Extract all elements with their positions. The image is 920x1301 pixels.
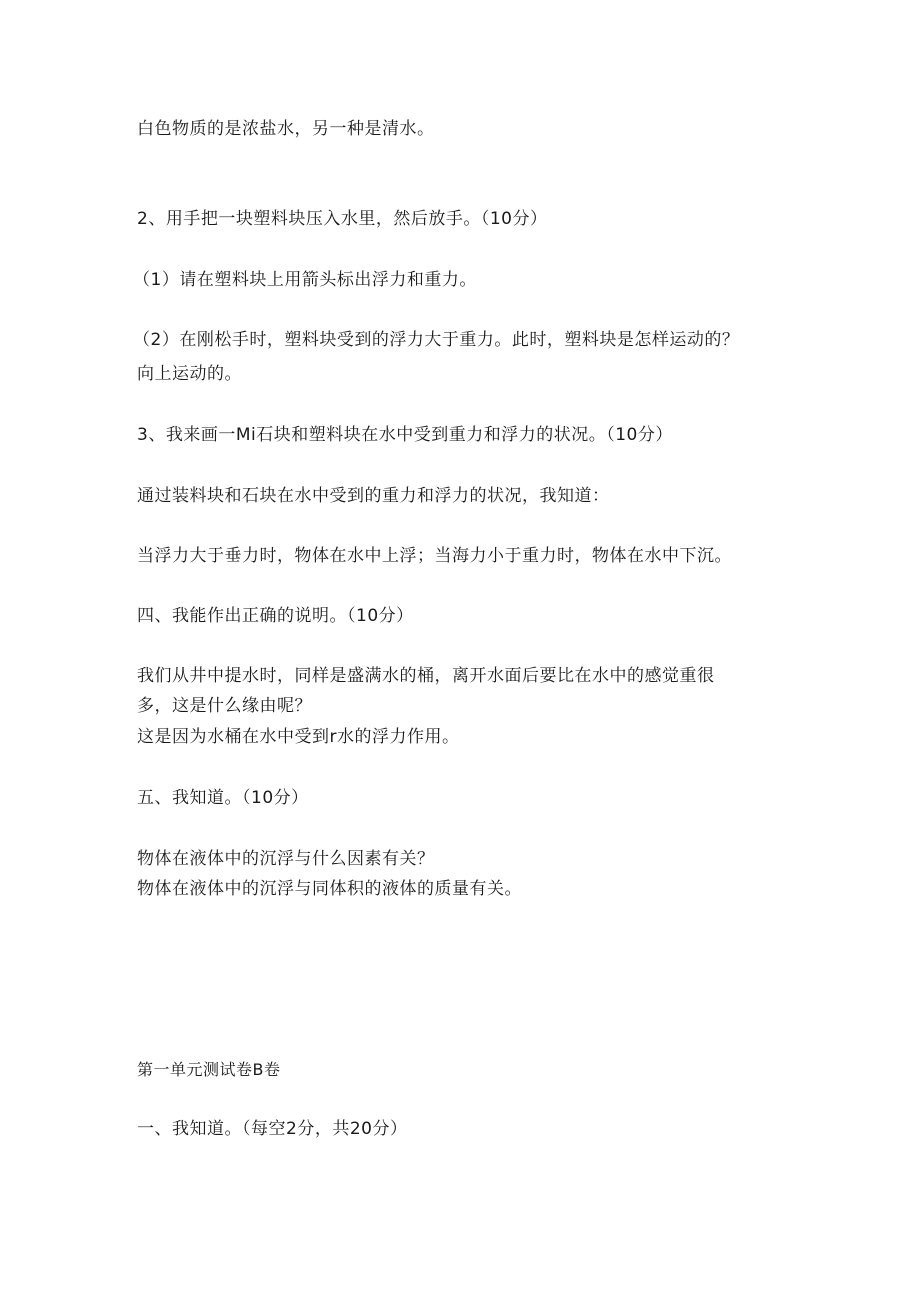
question-3-answer: 当浮力大于垂力时，物体在水中上浮；当海力小于重力时，物体在水中下沉。 xyxy=(137,546,732,566)
text-line-1: 白色物质的是浓盐水，另一种是清水。 xyxy=(137,119,435,139)
section-5-heading: 五、我知道。（10分） xyxy=(137,788,309,808)
question-2-part-1: （1）请在塑料块上用箭头标出浮力和重力。 xyxy=(133,270,477,290)
section-5-question: 物体在液体中的沉浮与什么因素有关？ xyxy=(137,849,435,869)
part-1-heading: 一、我知道。（每空2分，共20分） xyxy=(137,1119,408,1139)
question-2-heading: 2、用手把一块塑料块压入水里，然后放手。（10分） xyxy=(137,209,548,229)
question-2-part-2: （2）在刚松手时，塑料块受到的浮力大于重力。此时，塑料块是怎样运动的？ xyxy=(133,330,740,350)
section-4-question-line-1: 我们从井中提水时，同样是盛满水的桶，离开水面后要比在水中的感觉重很 xyxy=(137,666,715,686)
section-4-heading: 四、我能作出正确的说明。（10分） xyxy=(137,606,414,626)
question-3-heading: 3、我来画一Mi石块和塑料块在水中受到重力和浮力的状况。（10分） xyxy=(137,425,673,445)
section-4-question-line-2: 多，这是什么缘由呢？ xyxy=(137,696,312,716)
unit-test-title: 第一单元测试卷B卷 xyxy=(137,1060,281,1079)
question-3-prompt: 通过装料块和石块在水中受到的重力和浮力的状况，我知道： xyxy=(137,486,610,506)
section-5-answer: 物体在液体中的沉浮与同体积的液体的质量有关。 xyxy=(137,879,522,899)
section-4-answer: 这是因为水桶在水中受到r水的浮力作用。 xyxy=(137,727,460,747)
question-2-part-2-answer: 向上运动的。 xyxy=(137,364,242,384)
